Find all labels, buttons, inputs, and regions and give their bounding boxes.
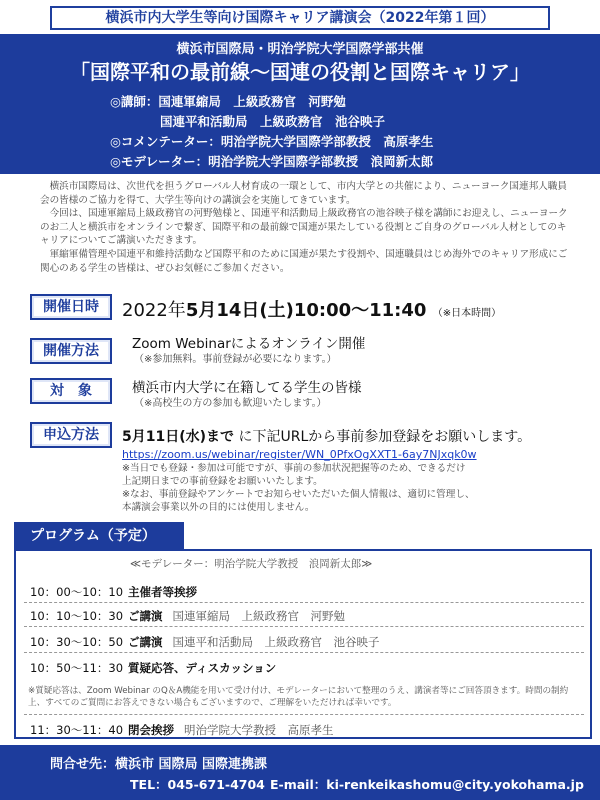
program-time: 10：30～10：50 — [30, 635, 124, 649]
program-time: 10：50～11：30 — [30, 661, 124, 675]
target-label: 対 象 — [30, 378, 112, 404]
program-label: プログラム（予定） — [14, 522, 184, 550]
apply-note: 本講演会事業以外の目的には使用しません。 — [122, 502, 315, 513]
apply-notes — [122, 462, 582, 514]
speaker-2: 国連平和活動局 上級政務官 池谷映子 — [110, 114, 386, 129]
apply-details — [122, 426, 582, 514]
speaker-1: ◎講師：国連軍縮局 上級政務官 河野勉 — [110, 94, 346, 109]
contact-email[interactable]: E-mail：ki-renkeikashomu@city.yokohama.jp — [270, 777, 584, 792]
program-row — [30, 584, 207, 600]
program-desc: 国連平和活動局 上級政務官 池谷映子 — [172, 635, 380, 649]
event-title: 「国際平和の最前線～国連の役割と国際キャリア」 — [70, 60, 530, 84]
apply-main-text: に下記URLから事前参加登録をお願いします。 — [234, 429, 532, 445]
event-date — [122, 296, 501, 322]
target-text: 横浜市内大学に在籍してる学生の皆様 — [132, 380, 362, 396]
registration-link[interactable]: https://zoom.us/webinar/register/WN_0PfxOgXXT1-6ay7NJxqk0w — [122, 448, 477, 461]
apply-note: ※なお、事前登録やアンケートでお知らせいただいた個人情報は、適切に管理し、 — [122, 489, 475, 500]
method-text: Zoom Webinarによるオンライン開催 — [132, 336, 366, 352]
program-time: 10：00～10：10 — [30, 585, 124, 599]
program-divider — [24, 714, 584, 715]
intro-paragraph: 今回は、国連軍縮局上級政務官の河野勉様と、国連平和活動局上級政務官の池谷映子様を講師にお迎えし、ニューヨークのお二人と横浜市をオンラインで繋ぎ、国際平和の最前線で国連が果たしている役割とご自身のグローバル人材としてのキャリアについてご講演いただきます。 — [40, 208, 568, 247]
intro-text — [40, 180, 570, 275]
qa-note: ※質疑応答は、Zoom Webinar のQ＆A機能を用いて受け付け、モデレーターにおいて整理のうえ、講演者等にご回答頂きます。時間の制約上、すべてのご質問にお答えできない場合もございますので、ご理解をいただければ幸いです。 — [28, 686, 569, 708]
method-label: 開催方法 — [30, 338, 112, 364]
method-note: （※参加無料。事前登録が必要になります。） — [134, 354, 337, 365]
program-divider — [24, 652, 584, 653]
date-note: （※日本時間） — [432, 308, 502, 319]
apply-note: ※当日でも登録・参加は可能ですが、事前の参加状況把握等のため、できるだけ — [122, 463, 466, 474]
program-divider — [24, 602, 584, 603]
event-series-title: 横浜市内大学生等向け国際キャリア講演会（2022年第１回） — [50, 6, 550, 30]
apply-deadline: 5月11日(水)まで — [122, 429, 235, 445]
contact-footer — [0, 745, 600, 800]
apply-label: 申込方法 — [30, 422, 112, 448]
date-label: 開催日時 — [30, 294, 112, 320]
contact-tel: TEL：045-671-4704 — [130, 777, 265, 792]
date-main: 5月14日(土)10:00～11:40 — [185, 300, 427, 321]
program-time: 10：10～10：30 — [30, 609, 124, 623]
program-divider — [24, 626, 584, 627]
apply-note: 上記期日までの事前登録をお願いいたします。 — [122, 476, 323, 487]
organizers: 横浜市国際局・明治学院大学国際学部共催 — [176, 42, 424, 57]
program-row — [30, 634, 380, 650]
title-banner — [0, 34, 600, 174]
apply-instruction — [122, 426, 582, 446]
program-row — [30, 660, 286, 676]
moderator: ◎モデレーター：明治学院大学国際学部教授 浪岡新太郎 — [110, 154, 434, 169]
program-title: 主催者等挨拶 — [128, 585, 197, 599]
program-time: 11：30～11：40 — [30, 723, 124, 737]
target-note: （※高校生の方の参加も歓迎いたします。） — [134, 398, 327, 409]
program-row — [30, 608, 345, 624]
program-title: ご講演 — [128, 635, 163, 649]
intro-paragraph: 軍縮軍備管理や国連平和維持活動など国際平和のために国連が果たす役割や、国連職員はじめ海外でのキャリア形成にご関心のある学生の皆様は、ぜひお気軽にご参加ください。 — [40, 248, 568, 274]
commentator: ◎コメンテーター：明治学院大学国際学部教授 高原孝生 — [110, 134, 434, 149]
program-desc: 明治学院大学教授 高原孝生 — [184, 723, 334, 737]
program-row — [30, 722, 334, 738]
program-title: ご講演 — [128, 609, 163, 623]
program-moderator: ≪モデレーター：明治学院大学教授 浪岡新太郎≫ — [130, 558, 373, 570]
date-year: 2022年 — [122, 300, 186, 321]
program-title: 閉会挨拶 — [128, 723, 174, 737]
contact-office: 問合せ先：横浜市 国際局 国際連携課 — [50, 757, 268, 772]
program-title: 質疑応答、ディスカッション — [128, 661, 277, 675]
program-desc: 国連軍縮局 上級政務官 河野勉 — [172, 609, 345, 623]
intro-paragraph: 横浜市国際局は、次世代を担うグローバル人材育成の一環として、市内大学との共催により、ニューヨーク国連邦人職員会の皆様のご協力を得て、大学生等向けの講演会を実施してきています。 — [40, 181, 567, 206]
